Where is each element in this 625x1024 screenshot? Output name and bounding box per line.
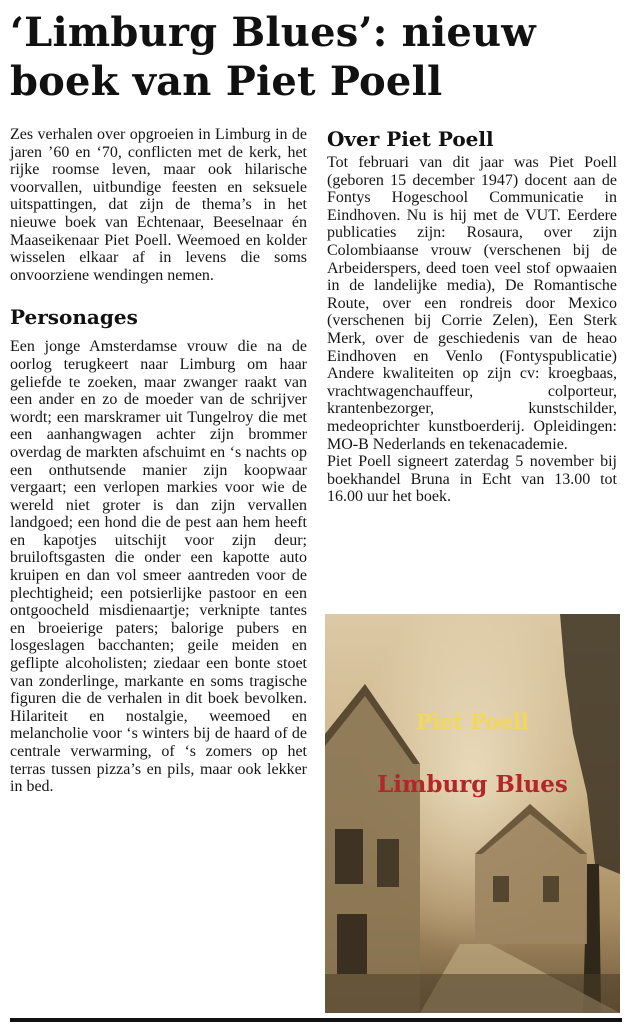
personages-heading: Personages	[10, 305, 138, 330]
author-paragraph: Tot februari van dit jaar was Piet Poell (geboren 15 december 1947) docent aan de Fontys Hogeschool Communicatie in Eindhoven. Nu is hij met de VUT. Eerdere publicaties zijn: Rosaura, over zijn Colombiaanse vrouw (verschenen bij de Arbeiderspers, deed toen veel stof opwaaien in de landelijke media), De Romantische Route, over een rondreis door Mexico (verschenen bij Corrie Zelen), Een Sterk Merk, over de geschiedenis van de heao Eindhoven en Venlo (Fontyspublicatie) Andere kwaliteiten op zijn cv: kroegbaas, vrachtwagenchauffeur, colporteur, krantenbezorger, kunstschilder, medeoprichter kunstboerderij. Opleidingen: MO-B Nederlands en tekenacademie.	[327, 154, 617, 453]
author-heading: Over Piet Poell	[327, 127, 494, 151]
cover-book-title: Limburg Blues	[377, 771, 568, 798]
cover-photo-illustration	[325, 614, 620, 1013]
intro-paragraph: Zes verhalen over opgroeien in Limburg in de jaren ’60 en ‘70, conflicten met de kerk, het rijke roomse leven, maar ook hilarische voorvallen, uitbundige feesten en seksuele uitspattingen, dat zijn de thema’s in het nieuwe boek van Echtenaar, Beeselnaar én Maaseikenaar Piet Poell. Weemoed en kolder wisselen elkaar af in levens die soms onvoorziene wendingen nemen.	[10, 126, 307, 284]
right-column	[327, 126, 617, 506]
left-column	[10, 126, 307, 796]
article-headline: ‘Limburg Blues’: nieuw boek van Piet Poell	[10, 9, 536, 105]
signing-paragraph: Piet Poell signeert zaterdag 5 november bij boekhandel Bruna in Echt van 13.00 tot 16.00 uur het boek.	[327, 453, 617, 506]
personages-paragraph: Een jonge Amsterdamse vrouw die na de oorlog terugkeert naar Limburg om haar geliefde te zoeken, maar zwanger raakt van een ander en zo de moeder van de schrijver wordt; een marskramer uit Tungelroy die met een aanhangwagen achter zijn brommer overdag de markten afschuimt en ‘s nachts op een onthutsende manier zijn koopwaar vergaart; een verlopen markies voor wie de wereld niet groter is dan zijn vervallen landgoed; een hond die de pest aan hem heeft en kapotjes uitschijt voor zijn deur; bruiloftsgasten die onder een kapotte auto kruipen en dan vol smeer aantreden voor de plechtigheid; een potsierlijke pastoor en een ontgoocheld misdienaartje; verknipte tantes en broeierige paters; balorige pubers en losgeslagen bacchanten; geile meiden en geflipte alcoholisten; ziedaar een bonte stoet van zonderlinge, markante en soms tragische figuren die de verhalen in dit boek bevolken. Hilariteit en nostalgie, weemoed en melancholie voor ‘s winters bij de haard of de centrale verwarming, of ‘s zomers op het terras tussen pizza’s en pils, maar ook lekker in bed.	[10, 338, 307, 796]
book-cover-image	[325, 614, 620, 1013]
cover-author-name: Piet Poell	[416, 709, 529, 734]
bottom-divider	[10, 1018, 622, 1022]
